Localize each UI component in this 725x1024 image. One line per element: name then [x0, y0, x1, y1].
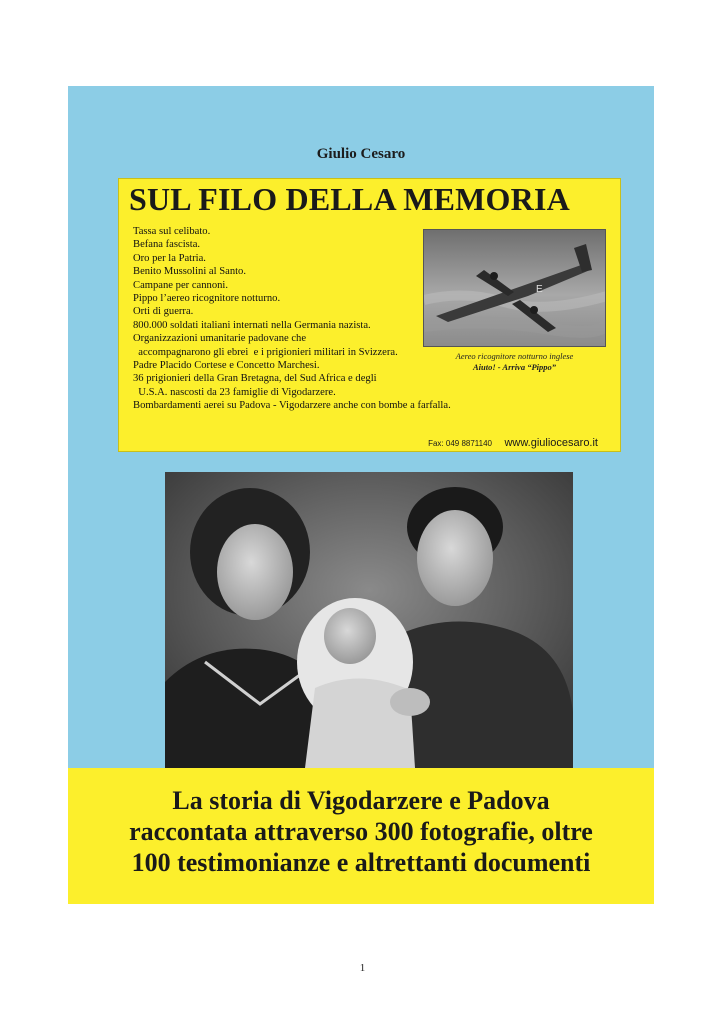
topic-item: Pippo l’aereo ricognitore notturno.: [133, 293, 281, 305]
topic-item: Padre Placido Cortese e Concetto Marchesi.: [133, 360, 320, 372]
topic-item: 36 prigionieri della Gran Bretagna, del Sud Africa e degli: [133, 373, 377, 385]
subtitle: [68, 785, 654, 878]
book-title: SUL FILO DELLA MEMORIA: [129, 181, 570, 217]
topic-item: Tassa sul celibato.: [133, 226, 211, 237]
topic-item: Bombardamenti aerei su Padova - Vigodarzere anche con bombe a farfalla.: [133, 400, 451, 412]
fax-number: Fax: 049 8871140: [428, 439, 492, 448]
page-number: 1: [359, 962, 366, 974]
topic-item: Campane per cannoni.: [133, 279, 229, 291]
topic-item: 800.000 soldati italiani internati nella Germania nazista.: [133, 319, 371, 331]
airplane-photo: [423, 229, 606, 347]
website: www.giuliocesaro.it: [504, 437, 598, 449]
topic-item: Orti di guerra.: [133, 306, 194, 318]
topic-item: Benito Mussolini al Santo.: [133, 266, 247, 278]
book-cover: [68, 86, 654, 904]
plane-marking: E: [536, 284, 543, 295]
plane-caption: [423, 351, 606, 373]
author-name: Giulio Cesaro: [316, 146, 406, 162]
subtitle-line: La storia di Vigodarzere e Padova: [172, 786, 550, 815]
topic-list: [133, 225, 451, 413]
plane-caption-line: Aiuto! - Arriva “Pippo”: [472, 362, 557, 372]
title-panel: [118, 178, 621, 452]
subtitle-line: raccontata attraverso 300 fotografie, oltre: [129, 817, 593, 846]
subtitle-line: 100 testimonianze e altrettanti documenti: [131, 848, 591, 877]
topic-item: U.S.A. nascosti da 23 famiglie di Vigodarzere.: [133, 386, 336, 398]
plane-caption-line: Aereo ricognitore notturno inglese: [455, 351, 574, 361]
subtitle-band: [68, 768, 654, 904]
topic-item: accompagnarono gli ebrei e i prigionieri militari in Svizzera.: [133, 346, 398, 358]
topic-item: Organizzazioni umanitarie padovane che: [133, 333, 307, 345]
topic-item: Oro per la Patria.: [133, 252, 206, 264]
family-photo: [165, 472, 573, 768]
topic-item: Befana fascista.: [133, 239, 201, 251]
contact-line: [428, 433, 598, 451]
